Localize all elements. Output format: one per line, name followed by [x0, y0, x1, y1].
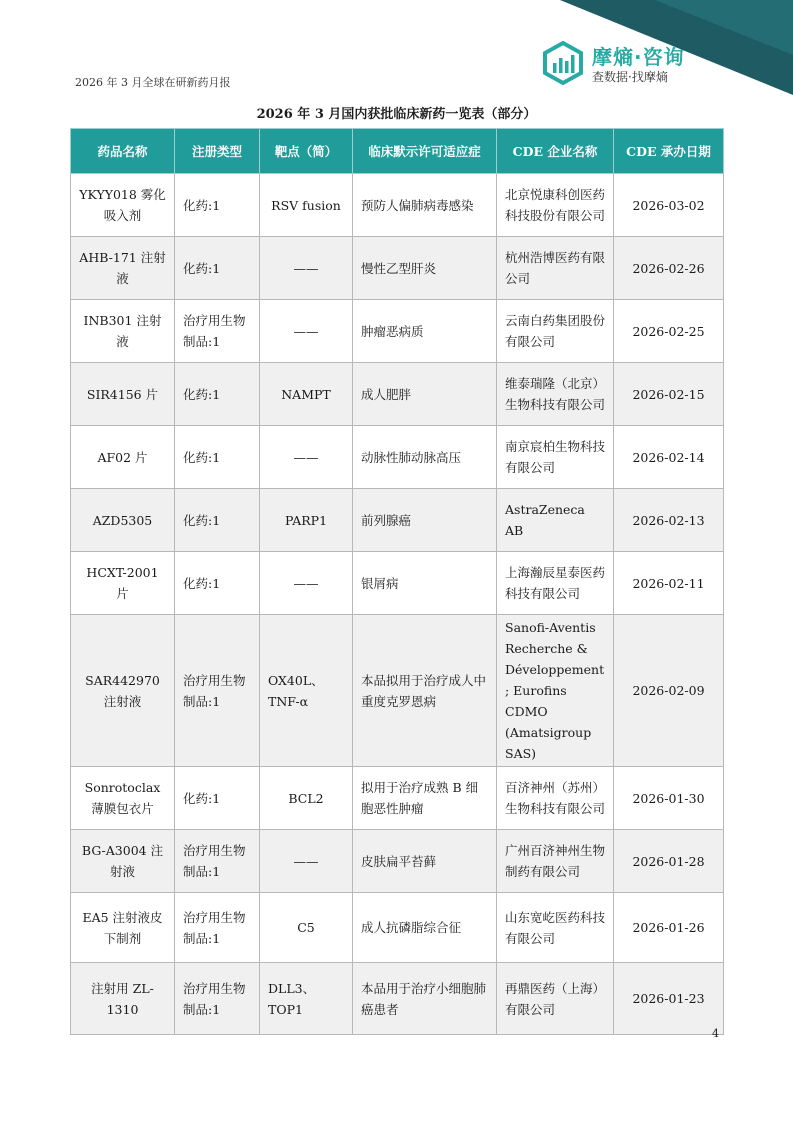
cell-company: 云南白药集团股份有限公司	[497, 300, 614, 363]
cell-target: DLL3、TOP1	[260, 963, 353, 1035]
table-row	[71, 174, 724, 237]
table-row	[71, 552, 724, 615]
cell-target: C5	[260, 893, 353, 963]
cell-drug-name: SAR442970 注射液	[71, 615, 175, 767]
cell-date: 2026-03-02	[614, 174, 724, 237]
cell-indication: 慢性乙型肝炎	[353, 237, 497, 300]
cell-reg-type: 化药:1	[175, 426, 260, 489]
cell-target: OX40L、TNF-α	[260, 615, 353, 767]
cell-reg-type: 治疗用生物制品:1	[175, 300, 260, 363]
cell-target: ——	[260, 830, 353, 893]
cell-company: Sanofi-Aventis Recherche & Développement ; Eurofins CDMO (Amatsigroup SAS)	[497, 615, 614, 767]
col-header-target: 靶点（简）	[260, 129, 353, 174]
cell-company: 杭州浩博医药有限公司	[497, 237, 614, 300]
table-row	[71, 489, 724, 552]
cell-drug-name: INB301 注射液	[71, 300, 175, 363]
cell-company: 上海瀚辰星泰医药科技有限公司	[497, 552, 614, 615]
col-header-company: CDE 企业名称	[497, 129, 614, 174]
table-title: 2026 年 3 月国内获批临床新药一览表（部分）	[256, 107, 537, 122]
drug-table	[70, 128, 724, 1035]
cell-company: 百济神州（苏州）生物科技有限公司	[497, 767, 614, 830]
cell-indication: 拟用于治疗成熟 B 细胞恶性肿瘤	[353, 767, 497, 830]
cell-reg-type: 化药:1	[175, 767, 260, 830]
cell-indication: 成人肥胖	[353, 363, 497, 426]
cell-reg-type: 治疗用生物制品:1	[175, 893, 260, 963]
cell-indication: 成人抗磷脂综合征	[353, 893, 497, 963]
cell-reg-type: 化药:1	[175, 174, 260, 237]
cell-drug-name: SIR4156 片	[71, 363, 175, 426]
cell-date: 2026-02-09	[614, 615, 724, 767]
cell-target: RSV fusion	[260, 174, 353, 237]
cell-indication: 皮肤扁平苔藓	[353, 830, 497, 893]
cell-indication: 本品拟用于治疗成人中重度克罗恩病	[353, 615, 497, 767]
cell-indication: 银屑病	[353, 552, 497, 615]
col-header-indication: 临床默示许可适应症	[353, 129, 497, 174]
table-header-row	[71, 129, 724, 174]
cell-indication: 前列腺癌	[353, 489, 497, 552]
cell-date: 2026-02-15	[614, 363, 724, 426]
cell-drug-name: BG-A3004 注射液	[71, 830, 175, 893]
logo-mark-icon	[540, 40, 586, 86]
table-row	[71, 237, 724, 300]
cell-date: 2026-02-11	[614, 552, 724, 615]
cell-reg-type: 化药:1	[175, 363, 260, 426]
cell-company: 广州百济神州生物制药有限公司	[497, 830, 614, 893]
table-row	[71, 893, 724, 963]
cell-drug-name: AHB-171 注射液	[71, 237, 175, 300]
cell-company: 维泰瑞隆（北京）生物科技有限公司	[497, 363, 614, 426]
cell-date: 2026-01-28	[614, 830, 724, 893]
table-row	[71, 300, 724, 363]
table-row	[71, 830, 724, 893]
col-header-date: CDE 承办日期	[614, 129, 724, 174]
cell-date: 2026-01-23	[614, 963, 724, 1035]
col-header-type: 注册类型	[175, 129, 260, 174]
table-row	[71, 963, 724, 1035]
cell-reg-type: 治疗用生物制品:1	[175, 963, 260, 1035]
cell-target: ——	[260, 237, 353, 300]
cell-indication: 肿瘤恶病质	[353, 300, 497, 363]
cell-drug-name: Sonrotoclax 薄膜包衣片	[71, 767, 175, 830]
cell-date: 2026-02-14	[614, 426, 724, 489]
col-header-name: 药品名称	[71, 129, 175, 174]
cell-date: 2026-02-13	[614, 489, 724, 552]
cell-target: BCL2	[260, 767, 353, 830]
table-row	[71, 426, 724, 489]
cell-reg-type: 化药:1	[175, 489, 260, 552]
cell-date: 2026-02-26	[614, 237, 724, 300]
page-number: 4	[712, 1027, 719, 1040]
logo-main-text: 摩熵·咨询	[592, 45, 685, 69]
cell-indication: 预防人偏肺病毒感染	[353, 174, 497, 237]
brand-logo	[540, 40, 700, 88]
table-row	[71, 363, 724, 426]
cell-target: ——	[260, 552, 353, 615]
cell-date: 2026-01-30	[614, 767, 724, 830]
cell-target: PARP1	[260, 489, 353, 552]
cell-company: 再鼎医药（上海）有限公司	[497, 963, 614, 1035]
cell-drug-name: EA5 注射液皮下制剂	[71, 893, 175, 963]
cell-date: 2026-01-26	[614, 893, 724, 963]
cell-reg-type: 治疗用生物制品:1	[175, 830, 260, 893]
cell-reg-type: 化药:1	[175, 552, 260, 615]
cell-drug-name: YKYY018 雾化吸入剂	[71, 174, 175, 237]
cell-drug-name: HCXT-2001 片	[71, 552, 175, 615]
table-row	[71, 767, 724, 830]
cell-date: 2026-02-25	[614, 300, 724, 363]
cell-drug-name: AF02 片	[71, 426, 175, 489]
cell-company: 北京悦康科创医药科技股份有限公司	[497, 174, 614, 237]
cell-target: NAMPT	[260, 363, 353, 426]
cell-drug-name: 注射用 ZL-1310	[71, 963, 175, 1035]
cell-reg-type: 化药:1	[175, 237, 260, 300]
cell-indication: 本品用于治疗小细胞肺癌患者	[353, 963, 497, 1035]
cell-target: ——	[260, 426, 353, 489]
cell-company: 南京宸柏生物科技有限公司	[497, 426, 614, 489]
cell-indication: 动脉性肺动脉高压	[353, 426, 497, 489]
cell-company: 山东宽屹医药科技有限公司	[497, 893, 614, 963]
cell-reg-type: 治疗用生物制品:1	[175, 615, 260, 767]
report-title: 2026 年 3 月全球在研新药月报	[75, 76, 231, 89]
cell-company: AstraZeneca AB	[497, 489, 614, 552]
cell-drug-name: AZD5305	[71, 489, 175, 552]
cell-target: ——	[260, 300, 353, 363]
table-row	[71, 615, 724, 767]
logo-sub-text: 查数据·找摩熵	[592, 70, 668, 84]
